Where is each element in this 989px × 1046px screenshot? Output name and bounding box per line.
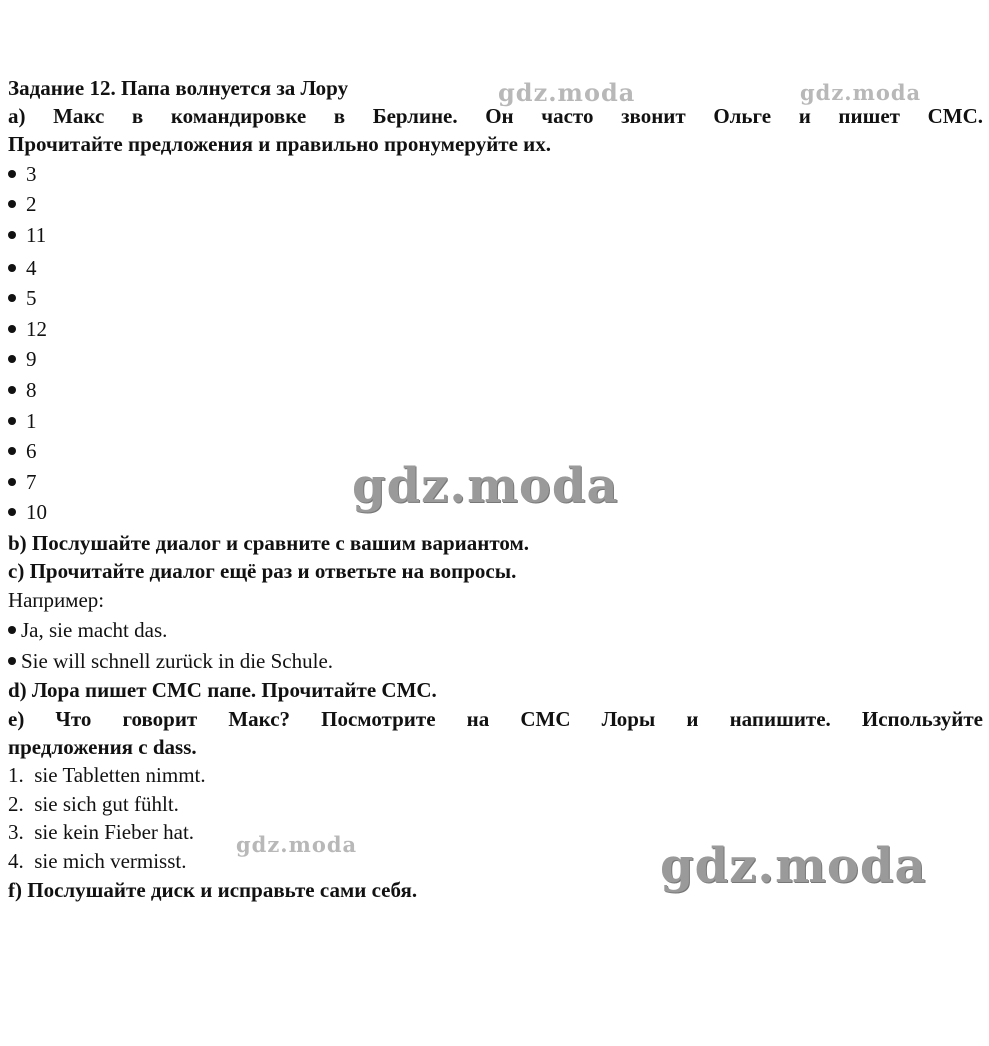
- bullet-icon: [8, 200, 16, 208]
- list-item: Ja, sie macht das.: [8, 616, 167, 644]
- task-f: f) Послушайте диск и исправьте сами себя.: [8, 878, 418, 902]
- list-item: 1. sie Tabletten nimmt.: [8, 763, 206, 787]
- list-item: 2. sie sich gut fühlt.: [8, 792, 179, 816]
- list-item: 9: [8, 345, 37, 373]
- bullet-icon: [8, 386, 16, 394]
- bullet-icon: [8, 478, 16, 486]
- bullet-icon: [8, 231, 16, 239]
- bullet-icon: [8, 508, 16, 516]
- bullet-icon: [8, 294, 16, 302]
- watermark: gdz.moda: [236, 832, 358, 857]
- bullet-icon: [8, 264, 16, 272]
- watermark: gdz.moda: [498, 78, 636, 107]
- list-item: Sie will schnell zurück in die Schule.: [8, 647, 333, 675]
- task-e-line1: e) Что говорит Макс? Посмотрите на СМС Лоры и напишите. Используйте: [8, 707, 983, 731]
- bullet-icon: [8, 447, 16, 455]
- task-e-line2: предложения с dass.: [8, 735, 197, 759]
- list-item: 11: [8, 221, 46, 249]
- page-title: Задание 12. Папа волнуется за Лору: [8, 76, 349, 100]
- list-item: 7: [8, 468, 37, 496]
- watermark: gdz.moda: [800, 80, 922, 105]
- watermark: gdz.moda: [660, 838, 927, 894]
- list-item: 2: [8, 190, 37, 218]
- bullet-icon: [8, 417, 16, 425]
- task-d: d) Лора пишет СМС папе. Прочитайте СМС.: [8, 678, 437, 702]
- bullet-icon: [8, 325, 16, 333]
- bullet-icon: [8, 170, 16, 178]
- list-item: 1: [8, 407, 37, 435]
- task-c-heading: c) Прочитайте диалог ещё раз и ответьте на вопросы.: [8, 559, 517, 583]
- list-item: 8: [8, 376, 37, 404]
- bullet-icon: [8, 657, 16, 665]
- list-item: 4: [8, 254, 37, 282]
- task-a-line2: Прочитайте предложения и правильно пронумеруйте их.: [8, 132, 552, 156]
- list-item: 3: [8, 160, 37, 188]
- example-label: Например:: [8, 588, 105, 612]
- list-item: 4. sie mich vermisst.: [8, 849, 187, 873]
- list-item: 3. sie kein Fieber hat.: [8, 820, 195, 844]
- bullet-icon: [8, 626, 16, 634]
- list-item: 6: [8, 437, 37, 465]
- watermark: gdz.moda: [352, 458, 619, 514]
- task-a-line1: а) Макс в командировке в Берлине. Он часто звонит Ольге и пишет СМС.: [8, 104, 983, 128]
- list-item: 10: [8, 498, 47, 526]
- list-item: 5: [8, 284, 37, 312]
- list-item: 12: [8, 315, 47, 343]
- bullet-icon: [8, 355, 16, 363]
- task-b: b) Послушайте диалог и сравните с вашим вариантом.: [8, 531, 530, 555]
